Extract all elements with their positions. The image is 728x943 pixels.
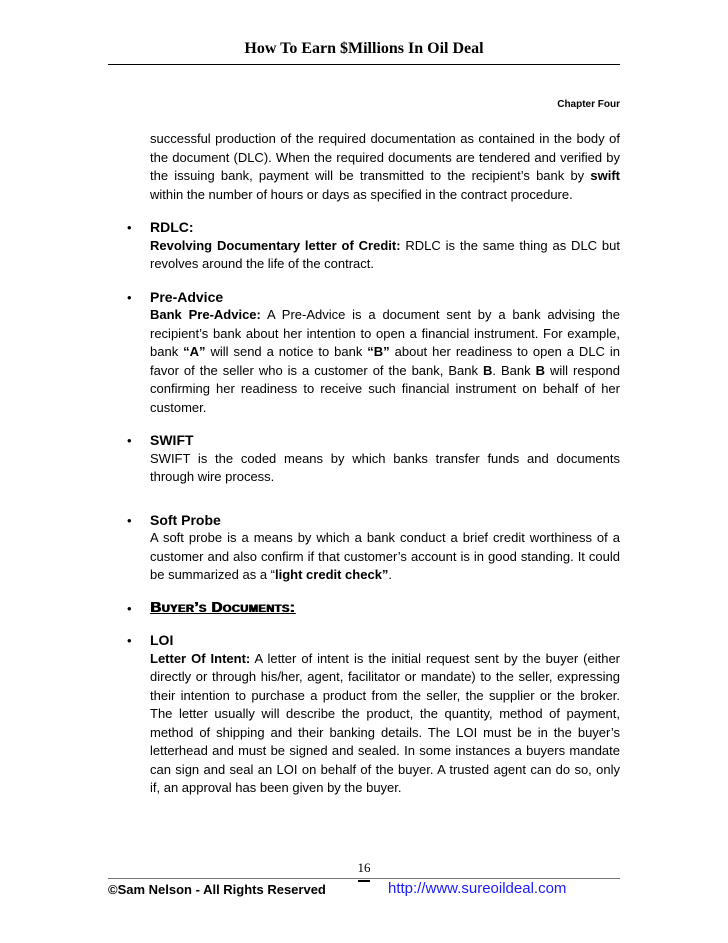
page-body — [108, 130, 620, 798]
page-header-title: How To Earn $Millions In Oil Deal — [244, 40, 484, 57]
footer-link[interactable]: http://www.sureoildeal.com — [388, 880, 567, 897]
bullet-body — [150, 306, 620, 417]
text-run: . Bank — [492, 362, 536, 378]
text-run: successful production of the required documentation as contained in the body of the document (DLC). When the required documents are tendered and verified by the issuing bank, payment will be transmitted to the recipient’s bank by — [150, 131, 620, 183]
bullet-icon: • — [127, 600, 132, 616]
bold-text-run: “A” — [183, 344, 206, 359]
bullet-body — [150, 650, 620, 798]
bullet-title: Pre-Advice — [150, 288, 224, 305]
bullet-body — [150, 529, 620, 585]
bold-text-run: B — [482, 362, 493, 378]
bullet-icon: • — [127, 289, 132, 305]
chapter-label: Chapter Four — [557, 99, 620, 110]
bullet-body — [150, 237, 620, 274]
text-run: RDLC is the same thing as DLC but revolves around the life of the contract. — [150, 237, 620, 271]
bullet-item — [108, 218, 620, 274]
text-run: A letter of intent is the initial request sent by the buyer (either directly or through his/her, agent, facilitator or mandate) to the seller, expressing their intention to purchase a product from the seller, the supplier or the broker. The letter usually will describe the product, the quantity, method of payment, method of shipping and their banking details. The LOI must be in the buyer’s letterhead and must be signed and sealed. In some instances a buyers mandate can sign and seal an LOI on behalf of the buyer. A trusted agent can do so, only if, an approval has been given by the buyer. — [150, 650, 621, 795]
bold-text-run: “B” — [367, 344, 390, 359]
bullet-icon: • — [127, 220, 132, 235]
bullet-icon: • — [127, 512, 132, 528]
bold-text-run: swift — [590, 168, 620, 183]
bullet-item — [108, 431, 620, 487]
bullet-item — [108, 511, 620, 585]
bullet-item — [108, 599, 620, 618]
bold-text-run: Bank Pre-Advice: — [150, 307, 261, 322]
bullet-item — [108, 631, 620, 798]
bullet-title: RDLC: — [150, 219, 194, 235]
bold-text-run: light credit check” — [275, 567, 389, 582]
text-run: within the number of hours or days as specified in the contract procedure. — [150, 186, 573, 202]
bold-text-run: B — [535, 362, 545, 378]
bullet-title: Soft Probe — [150, 511, 221, 528]
text-run: A Pre-Advice is a document sent by a bank advising the recipient’s bank about her intention to open a financial instrument. For example, bank — [150, 307, 620, 359]
header-divider — [108, 64, 620, 65]
bullet-title: LOI — [150, 632, 174, 648]
bullet-body — [150, 450, 620, 487]
bullet-title: SWIFT — [150, 432, 194, 448]
bold-text-run: Letter Of Intent: — [150, 650, 251, 666]
text-run: SWIFT is the coded means by which banks transfer funds and documents through wire process. — [150, 450, 620, 484]
text-run: will respond confirming her readiness to receive such financial instrument on behalf of her customer. — [150, 362, 620, 415]
text-run: A soft probe is a means by which a bank conduct a brief credit worthiness of a customer and also confirm if that customer’s account is in good standing. It could be summarized as a “ — [150, 530, 620, 582]
bullet-item — [108, 288, 620, 418]
page-number-underline — [358, 880, 370, 882]
bullet-icon: • — [127, 633, 132, 648]
text-run: will send a notice to bank — [205, 344, 368, 359]
bold-text-run: Revolving Documentary letter of Credit: — [150, 237, 401, 253]
bullet-icon: • — [127, 433, 132, 448]
bullet-title: Buyer’s Documents: — [150, 598, 295, 616]
text-run: . — [388, 567, 393, 582]
footer-divider — [108, 878, 620, 879]
bullet-list — [108, 218, 620, 798]
footer-copyright: ©Sam Nelson - All Rights Reserved — [108, 882, 326, 897]
text-run: about her readiness to open a DLC in favor of the seller who is a customer of the bank, Bank — [150, 344, 620, 378]
page-number: 16 — [357, 860, 371, 875]
intro-paragraph — [108, 130, 620, 204]
